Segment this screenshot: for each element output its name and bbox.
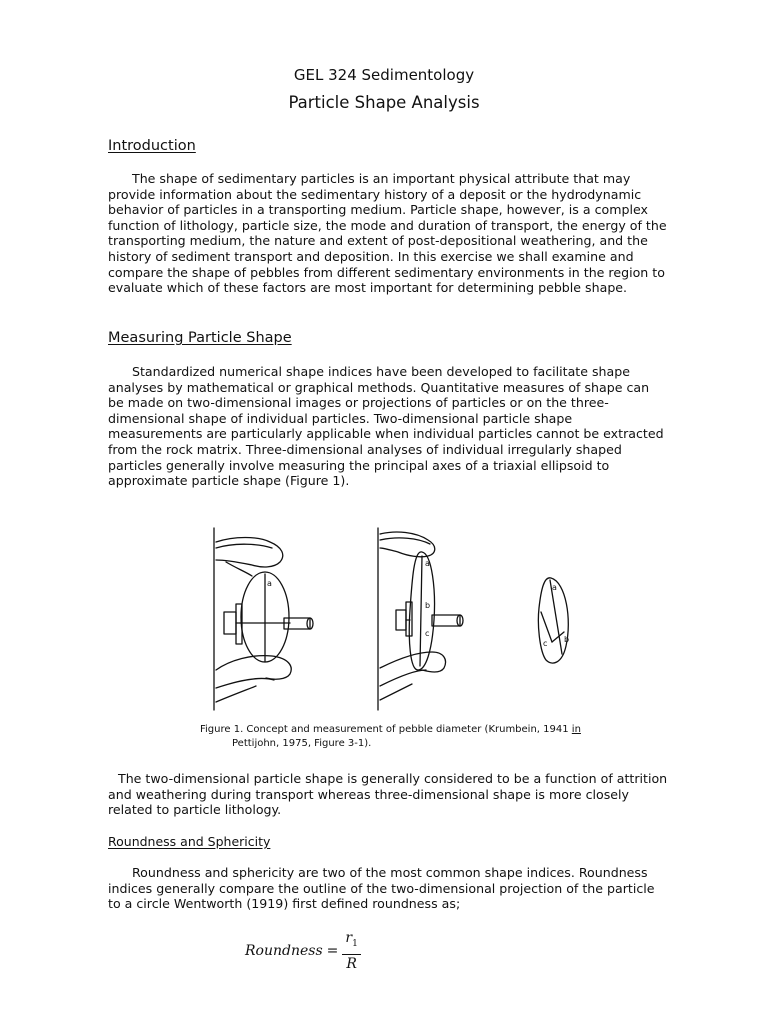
equation-denominator: R <box>346 955 357 972</box>
two-dimensional-paragraph: The two-dimensional particle shape is generally considered to be a function of attrition and weathering during transport whereas three-dimensional shape is more closely related to particle lithology. <box>108 771 668 818</box>
figure-caption <box>200 723 640 751</box>
equation-lhs: Roundness <box>245 943 323 960</box>
axis-label-a-3: a <box>552 583 557 592</box>
caption-in: in <box>571 724 581 735</box>
axis-label-c-2: c <box>425 629 430 638</box>
course-title: GEL 324 Sedimentology <box>293 66 475 84</box>
document-title: Particle Shape Analysis <box>288 93 480 112</box>
roundness-equation <box>245 930 361 973</box>
equation-numerator: $r_1$ <box>342 930 360 955</box>
caption-citation: Pettijohn, 1975, Figure 3-1). <box>232 738 372 749</box>
axis-label-b-3: b <box>564 635 570 644</box>
introduction-heading: Introduction <box>108 138 196 154</box>
equation-equals: = <box>326 943 339 960</box>
pebble-measurement-figure <box>200 520 600 720</box>
measuring-paragraph: Standardized numerical shape indices have been developed to facilitate shape analyses by mathematical or graphical methods. Quantitative measures of shape can be made on two-dimensional images or projections of particles or on the three-dimensional shape of individual particles. Two-dimensional particle shape measurements are particularly applicable when individual particles cannot be extracted from the rock matrix. Three-dimensional analyses of individual irregularly shaped particles generally involve measuring the principal axes of a triaxial ellipsoid to approximate particle shape (Figure 1). <box>108 364 664 489</box>
equation-fraction <box>342 930 360 973</box>
axis-label-c-3: c <box>543 639 548 648</box>
axis-label-a-1: a <box>267 579 272 588</box>
roundness-paragraph: Roundness and sphericity are two of the most common shape indices. Roundness indices generally compare the outline of the two-dimensional projection of the particle to a circle Wentworth (1919) first defined roundness as; <box>108 865 655 912</box>
axis-label-b-2: b <box>425 601 431 610</box>
roundness-heading: Roundness and Sphericity <box>108 834 271 849</box>
axis-label-a-2: a <box>425 559 430 568</box>
figure-panel-1 <box>214 528 313 710</box>
figure-panel-2 <box>378 528 463 710</box>
measuring-heading: Measuring Particle Shape <box>108 330 292 346</box>
caption-main: Figure 1. Concept and measurement of pebble diameter (Krumbein, 1941 <box>200 724 572 735</box>
introduction-paragraph: The shape of sedimentary particles is an important physical attribute that may provide information about the sedimentary history of a deposit or the hydrodynamic behavior of particles in a transporting medium. Particle shape, however, is a complex function of lithology, particle size, the mode and duration of transport, the energy of the transporting medium, the nature and extent of post-depositional weathering, and the history of sediment transport and deposition. In this exercise we shall examine and compare the shape of pebbles from different sedimentary environments in the region to evaluate which of these factors are most important for determining pebble shape. <box>108 171 667 296</box>
